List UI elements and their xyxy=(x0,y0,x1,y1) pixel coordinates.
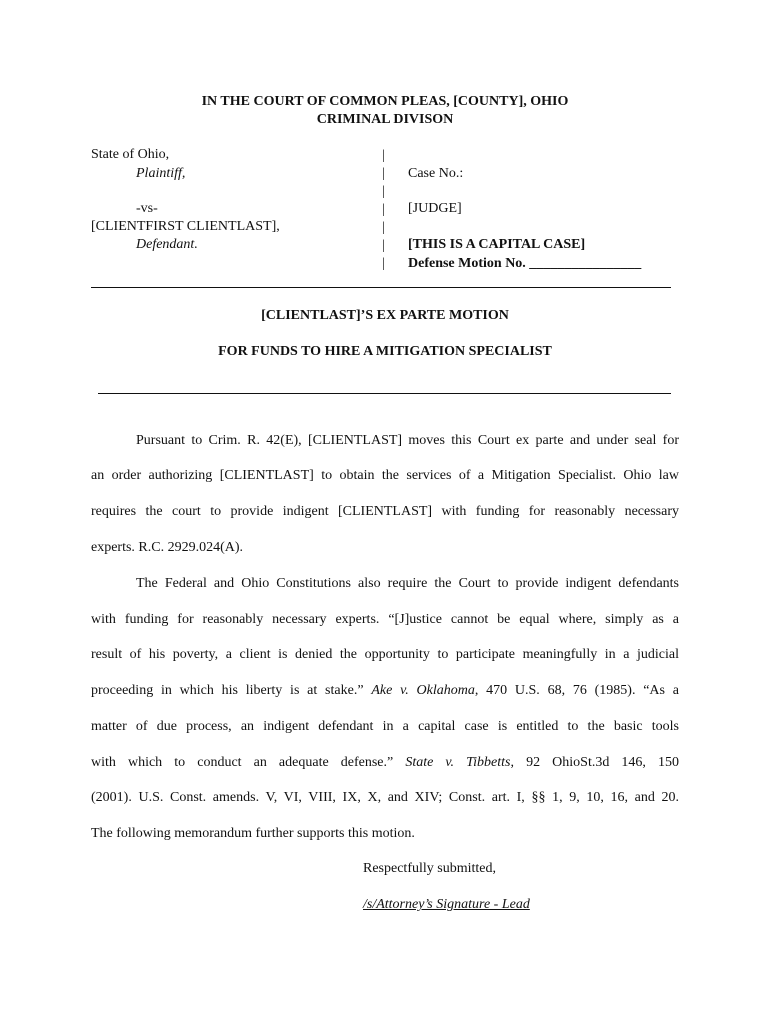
caption-divider: | xyxy=(382,238,385,253)
case-citation: Ake v. Oklahoma xyxy=(371,683,475,698)
caption-divider: | xyxy=(382,220,385,235)
court-heading: IN THE COURT OF COMMON PLEAS, [COUNTY], OHIO xyxy=(201,94,569,109)
caption-divider: | xyxy=(382,202,385,217)
paragraph-line: with funding for reasonably necessary experts. “[J]ustice cannot be equal where, simply as a xyxy=(91,612,679,627)
plaintiff-name: State of Ohio, xyxy=(91,147,170,162)
attorney-signature: /s/Attorney’s Signature - Lead xyxy=(363,897,530,912)
text-segment: , 470 U.S. 68, 76 (1985). “As a xyxy=(474,683,679,698)
paragraph-line xyxy=(91,755,679,771)
case-citation: State v. Tibbetts xyxy=(405,755,511,770)
motion-subtitle: FOR FUNDS TO HIRE A MITIGATION SPECIALIST xyxy=(218,344,552,359)
judge: [JUDGE] xyxy=(408,201,462,216)
caption-rule xyxy=(91,287,671,288)
paragraph-line: an order authorizing [CLIENTLAST] to obtain the services of a Mitigation Specialist. Ohio law xyxy=(91,468,679,483)
case-number: Case No.: xyxy=(408,166,464,181)
text-segment: , 92 OhioSt.3d 146, 150 xyxy=(510,755,679,770)
paragraph-line: requires the court to provide indigent [CLIENTLAST] with funding for reasonably necessary xyxy=(91,504,679,519)
caption-divider: | xyxy=(382,256,385,271)
caption-divider: | xyxy=(382,148,385,163)
paragraph-line: experts. R.C. 2929.024(A). xyxy=(91,540,244,555)
capital-case-notice: [THIS IS A CAPITAL CASE] xyxy=(408,237,586,252)
title-rule xyxy=(98,393,671,394)
defendant-role: Defendant. xyxy=(136,237,198,252)
court-division: CRIMINAL DIVISON xyxy=(316,112,454,127)
defense-motion-number: Defense Motion No. ________________ xyxy=(408,256,642,271)
paragraph-line: matter of due process, an indigent defendant in a capital case is entitled to the basic tools xyxy=(91,719,679,734)
caption-divider: | xyxy=(382,166,385,181)
motion-title: [CLIENTLAST]’S EX PARTE MOTION xyxy=(261,308,509,323)
caption-divider: | xyxy=(382,184,385,199)
paragraph-line: (2001). U.S. Const. amends. V, VI, VIII, IX, X, and XIV; Const. art. I, §§ 1, 9, 10, 16, and 20. xyxy=(91,790,679,805)
paragraph-line: The following memorandum further supports this motion. xyxy=(91,826,415,841)
versus: -vs- xyxy=(136,201,158,216)
plaintiff-role: Plaintiff, xyxy=(136,166,186,181)
defendant-name: [CLIENTFIRST CLIENTLAST], xyxy=(91,219,280,234)
text-segment: proceeding in which his liberty is at stake.” xyxy=(91,683,364,698)
paragraph-line xyxy=(91,683,679,699)
paragraph-line: result of his poverty, a client is denied the opportunity to participate meaningfully in a judicial xyxy=(91,647,679,662)
text-segment: with which to conduct an adequate defense.” xyxy=(91,755,394,770)
paragraph-line: The Federal and Ohio Constitutions also require the Court to provide indigent defendants xyxy=(136,576,679,591)
closing-phrase: Respectfully submitted, xyxy=(363,861,496,876)
paragraph-line: Pursuant to Crim. R. 42(E), [CLIENTLAST] moves this Court ex parte and under seal for xyxy=(136,433,679,448)
